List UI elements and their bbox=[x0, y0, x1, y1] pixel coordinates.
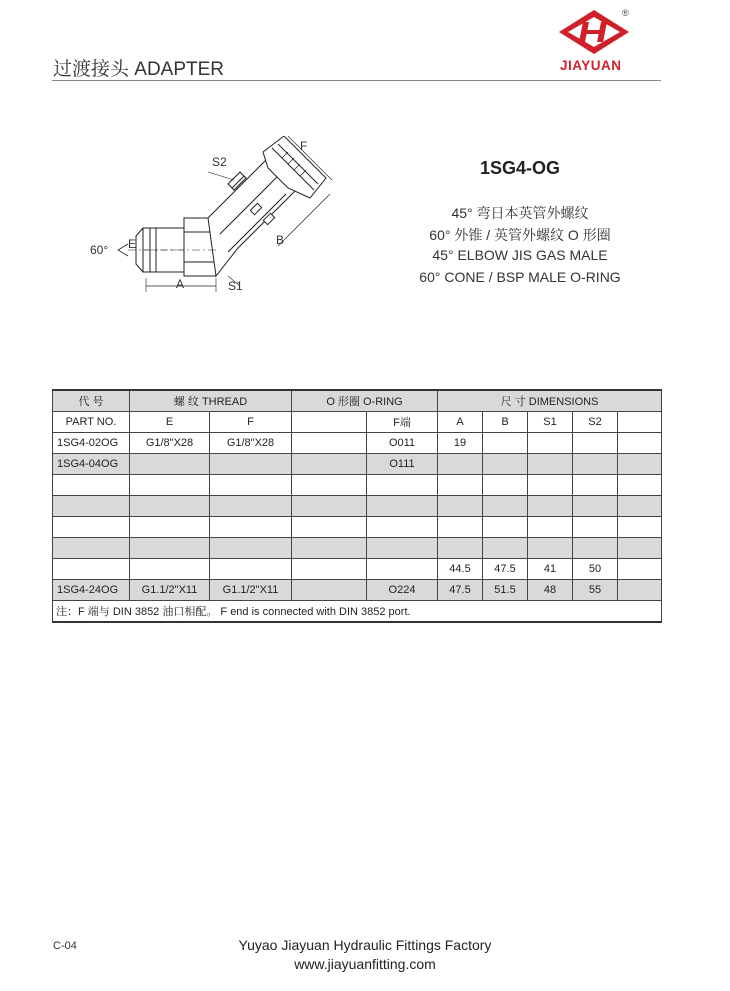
header-divider bbox=[52, 80, 661, 81]
label-e: E bbox=[128, 237, 137, 251]
header-cell: F bbox=[210, 412, 292, 433]
header-cell: F端 bbox=[367, 412, 438, 433]
table-cell: G1/8"X28 bbox=[210, 433, 292, 454]
table-cell bbox=[292, 517, 367, 538]
label-a: A bbox=[176, 277, 185, 291]
table-cell bbox=[292, 496, 367, 517]
table-cell bbox=[528, 517, 573, 538]
footer-website: www.jiayuanfitting.com bbox=[294, 956, 436, 972]
table-cell bbox=[130, 538, 210, 559]
table-cell: G1/8"X28 bbox=[130, 433, 210, 454]
table-header-row-1 bbox=[53, 390, 662, 412]
page-title: 过渡接头 ADAPTER bbox=[53, 59, 225, 80]
description-line-4: 60° CONE / BSP MALE O-RING bbox=[419, 269, 621, 285]
table-cell bbox=[210, 559, 292, 580]
table-cell bbox=[367, 475, 438, 496]
table-header-row-2 bbox=[53, 412, 662, 433]
table-cell bbox=[483, 538, 528, 559]
table-cell: 1SG4-24OG bbox=[53, 580, 130, 601]
header-dimensions: 尺 寸 DIMENSIONS bbox=[438, 390, 662, 412]
table-cell bbox=[130, 559, 210, 580]
table-cell: 1SG4-02OG bbox=[53, 433, 130, 454]
description-line-1: 45° 弯日本英管外螺纹 bbox=[451, 205, 589, 221]
header-cell: B bbox=[483, 412, 528, 433]
header-cell: PART NO. bbox=[53, 412, 130, 433]
table-cell bbox=[367, 496, 438, 517]
table-cell bbox=[618, 454, 662, 475]
table-cell bbox=[618, 433, 662, 454]
table-cell bbox=[618, 538, 662, 559]
table-cell bbox=[210, 496, 292, 517]
table-cell bbox=[438, 517, 483, 538]
table-cell bbox=[528, 496, 573, 517]
table-cell bbox=[438, 475, 483, 496]
table-cell bbox=[53, 538, 130, 559]
table-cell bbox=[292, 454, 367, 475]
label-f: F bbox=[300, 139, 308, 153]
table-cell bbox=[483, 433, 528, 454]
table-cell: 47.5 bbox=[483, 559, 528, 580]
brand-logo-icon bbox=[557, 8, 631, 56]
table-body bbox=[53, 433, 662, 601]
table-cell bbox=[130, 454, 210, 475]
table-cell bbox=[573, 496, 618, 517]
table-cell bbox=[438, 496, 483, 517]
table-cell bbox=[618, 580, 662, 601]
header-oring: O 形圈 O-RING bbox=[292, 390, 438, 412]
table-cell: 51.5 bbox=[483, 580, 528, 601]
product-code: 1SG4-OG bbox=[479, 158, 561, 178]
table-cell bbox=[618, 559, 662, 580]
header-cell: E bbox=[130, 412, 210, 433]
table-cell: 55 bbox=[573, 580, 618, 601]
table-row bbox=[53, 559, 662, 580]
table-note: 注：F 端与 DIN 3852 油口相配。 F end is connected with DIN 3852 port. bbox=[53, 601, 662, 623]
table-cell bbox=[210, 454, 292, 475]
table-cell bbox=[130, 496, 210, 517]
table-cell bbox=[53, 559, 130, 580]
table-cell: G1.1/2"X11 bbox=[130, 580, 210, 601]
table-cell bbox=[528, 454, 573, 475]
table-cell bbox=[130, 475, 210, 496]
table-cell bbox=[483, 454, 528, 475]
table-cell bbox=[573, 538, 618, 559]
table-cell bbox=[618, 475, 662, 496]
table-cell: O111 bbox=[367, 454, 438, 475]
table-cell bbox=[292, 559, 367, 580]
label-angle: 60° bbox=[90, 243, 109, 257]
table-cell bbox=[618, 496, 662, 517]
table-cell bbox=[53, 475, 130, 496]
table-cell: O011 bbox=[367, 433, 438, 454]
header-cell: S1 bbox=[528, 412, 573, 433]
table-row bbox=[53, 433, 662, 454]
spec-table bbox=[52, 389, 662, 623]
table-cell: 44.5 bbox=[438, 559, 483, 580]
table-cell: 1SG4-04OG bbox=[53, 454, 130, 475]
table-cell bbox=[573, 454, 618, 475]
header-cell bbox=[618, 412, 662, 433]
table-cell bbox=[573, 433, 618, 454]
table-cell bbox=[367, 559, 438, 580]
page-number: C-04 bbox=[53, 940, 77, 952]
header-thread: 螺 纹 THREAD bbox=[130, 390, 292, 412]
table-cell: G1.1/2"X11 bbox=[210, 580, 292, 601]
table-row bbox=[53, 538, 662, 559]
label-s1: S1 bbox=[228, 279, 243, 293]
table-cell bbox=[292, 580, 367, 601]
table-cell bbox=[130, 517, 210, 538]
header-cell bbox=[292, 412, 367, 433]
header-code: 代 号 bbox=[53, 390, 130, 412]
table-cell: 47.5 bbox=[438, 580, 483, 601]
table-row bbox=[53, 496, 662, 517]
footer-company: Yuyao Jiayuan Hydraulic Fittings Factory bbox=[238, 937, 492, 953]
table-cell: 48 bbox=[528, 580, 573, 601]
table-cell bbox=[210, 475, 292, 496]
table-cell bbox=[367, 538, 438, 559]
table-cell: O224 bbox=[367, 580, 438, 601]
table-note-row bbox=[53, 601, 662, 623]
registered-mark: ® bbox=[622, 8, 629, 18]
table-row bbox=[53, 454, 662, 475]
table-cell bbox=[483, 475, 528, 496]
table-cell bbox=[292, 475, 367, 496]
table-cell bbox=[210, 538, 292, 559]
description-line-3: 45° ELBOW JIS GAS MALE bbox=[432, 247, 608, 263]
header-cell: S2 bbox=[573, 412, 618, 433]
table-cell bbox=[210, 517, 292, 538]
table-cell: 41 bbox=[528, 559, 573, 580]
table-cell bbox=[292, 433, 367, 454]
table-row bbox=[53, 580, 662, 601]
table-row bbox=[53, 517, 662, 538]
table-cell bbox=[528, 475, 573, 496]
brand-name: JIAYUAN bbox=[560, 58, 622, 73]
description-line-2: 60° 外锥 / 英管外螺纹 O 形圈 bbox=[429, 227, 611, 243]
table-cell bbox=[438, 538, 483, 559]
table-cell bbox=[367, 517, 438, 538]
table-cell bbox=[573, 517, 618, 538]
label-b: B bbox=[276, 233, 285, 247]
table-cell bbox=[53, 496, 130, 517]
table-cell bbox=[573, 475, 618, 496]
table-cell bbox=[53, 517, 130, 538]
table-cell bbox=[618, 517, 662, 538]
table-cell bbox=[438, 454, 483, 475]
header-cell: A bbox=[438, 412, 483, 433]
table-cell bbox=[528, 538, 573, 559]
table-cell bbox=[528, 433, 573, 454]
table-cell bbox=[483, 496, 528, 517]
table-cell bbox=[292, 538, 367, 559]
table-row bbox=[53, 475, 662, 496]
fitting-drawing bbox=[88, 136, 338, 306]
table-cell: 19 bbox=[438, 433, 483, 454]
table-cell: 50 bbox=[573, 559, 618, 580]
table-cell bbox=[483, 517, 528, 538]
label-s2: S2 bbox=[212, 155, 227, 169]
